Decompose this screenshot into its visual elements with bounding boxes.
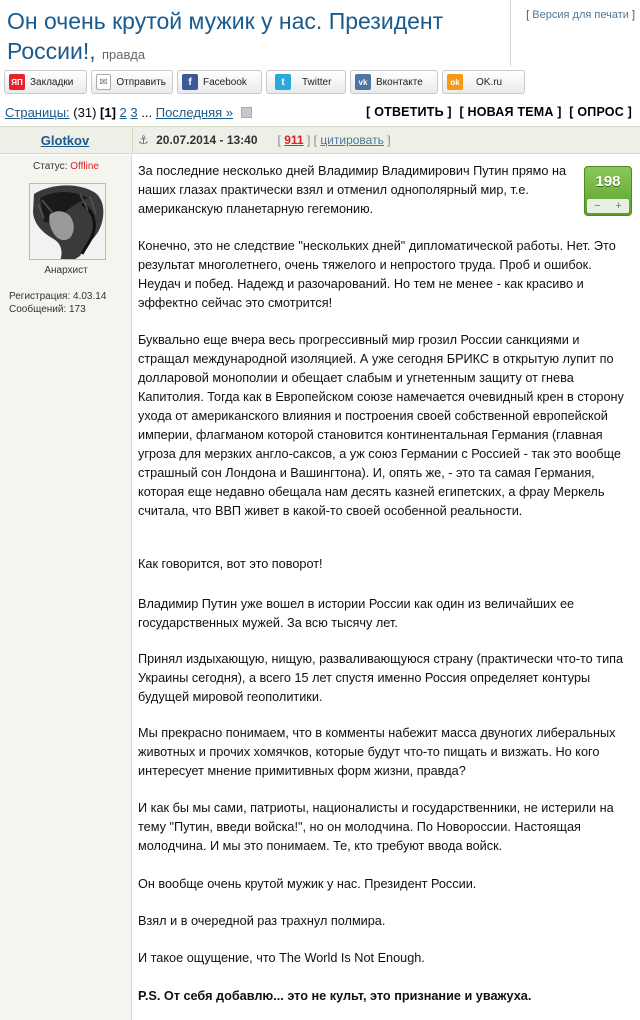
topic-title-text: Он очень крутой мужик у нас. Президент России!,: [7, 8, 444, 64]
post-paragraph: Принял издыхающую, нищую, разваливающуюся страну (практически что-то типа Украины сегодня), а всего 15 лет спустя именно Россия определяет контуры будущей мировой геополитики.: [138, 652, 624, 704]
bracket: ]: [631, 9, 635, 21]
share-toolbar: [4, 70, 525, 96]
facebook-icon: f: [182, 74, 198, 90]
post-paragraph: Он вообще очень крутой мужик у нас. Президент России.: [138, 877, 477, 891]
bracket: [: [277, 133, 281, 147]
message-count: Сообщений: 173: [9, 304, 86, 315]
post-paragraph: Буквально еще вчера весь прогрессивный мир грозил России санкциями и стращал международной изоляцией. А уже сегодня БРИКС в открытую лупит по долларовой монополии и обещает слабым и угнетенным защиту от гнева Капитолия. Тогда как в Европейском союзе намечается очевидный крен в сторону ухода от американского влияния и построения своей собственной европейской империи, флагманом которой становится континентальная Германия (главная угроза для мерзких англо-саксов, а уж союз Германии с Россией - так это вообще страшный сон Лондона и Вашингтона). И, опять же, - это та самая Германия, которая еще недавно обещала нам десять казней египетских, а фрау Меркель считала, что ВВП живет в какой-то своей особенной реальности.: [138, 333, 624, 518]
post-paragraph: Как говорится, вот это поворот!: [138, 557, 323, 571]
post-header: [0, 126, 640, 154]
post-paragraph: За последние несколько дней Владимир Владимирович Путин прямо на наших глазах практически взял и отменил однополярный мир, т.е. американскую планетарную гегемонию.: [138, 164, 567, 216]
pages-count: (31): [73, 105, 97, 120]
share-ok-button[interactable]: [442, 70, 525, 94]
share-twitter-button[interactable]: [266, 70, 346, 94]
print-version-link[interactable]: Версия для печати: [532, 9, 629, 21]
ok-icon: ok: [447, 74, 463, 90]
user-rank: Анархист: [44, 265, 88, 276]
bracket: ]: [306, 133, 311, 147]
rating-badge: [584, 166, 632, 216]
post-date: 20.07.2014 - 13:40: [156, 133, 258, 147]
anchor-icon[interactable]: ⚓: [138, 133, 149, 147]
post-paragraph: Владимир Путин уже вошел в истории России как один из величайших ее государственных мужей. За всю тысячу лет.: [138, 597, 575, 630]
last-page-link[interactable]: Последняя »: [155, 105, 234, 120]
reply-button[interactable]: [ ОТВЕТИТЬ ]: [366, 105, 452, 119]
pages-label-link[interactable]: Страницы:: [5, 105, 70, 120]
post-paragraph: И как бы мы сами, патриоты, националисты и государственники, не истерили на тему "Путин, введи войска!", но он молодчина. По Новороссии. Настоящая молодчина. И мы это понимаем. Те, кто требуют ввода войск.: [138, 801, 614, 853]
rating-value: 198: [595, 173, 621, 190]
status-value: Offline: [70, 161, 99, 172]
share-label: Отправить: [116, 76, 166, 88]
user-status: [0, 161, 132, 172]
bookmark-icon: ЯП: [9, 74, 25, 90]
bracket: [: [313, 133, 317, 147]
topic-header: [0, 0, 640, 66]
share-mail-button[interactable]: [91, 70, 173, 94]
rating-minus-button[interactable]: −: [594, 200, 601, 212]
vk-icon: vk: [355, 74, 371, 90]
topic-actions: [362, 105, 632, 119]
topic-source: правда: [102, 47, 146, 62]
page-2-link[interactable]: 2: [119, 105, 127, 120]
print-version-box: [510, 0, 640, 66]
share-facebook-button[interactable]: [177, 70, 262, 94]
post-paragraph: Мы прекрасно понимаем, что в комменты набежит масса двуногих либеральных животных и прочих хомячков, которые будут что-то пищать и визжать. Но кого интересует мнение примитивных форм жизни, правда?: [138, 726, 616, 778]
current-page: [1]: [100, 105, 116, 120]
share-label: OK.ru: [476, 76, 503, 88]
poll-button[interactable]: [ ОПРОС ]: [569, 105, 632, 119]
new-topic-button[interactable]: [ НОВАЯ ТЕМА ]: [459, 105, 562, 119]
twitter-icon: t: [275, 74, 291, 90]
post-paragraph: Взял и в очередной раз трахнул полмира.: [138, 914, 386, 928]
post-number-link[interactable]: 911: [284, 133, 304, 147]
bracket: ]: [387, 133, 391, 147]
pagination-bar: [0, 101, 640, 125]
post-meta: [138, 133, 391, 147]
bracket: [: [526, 9, 530, 21]
post-postscript: P.S. От себя добавлю... это не культ, это признание и уважуха.: [138, 989, 532, 1003]
share-bookmarks-button[interactable]: [4, 70, 87, 94]
post-paragraph: И такое ощущение, что The World Is Not Enough.: [138, 951, 425, 965]
status-label: Статус:: [33, 161, 68, 172]
page-3-link[interactable]: 3: [130, 105, 138, 120]
author-name-link[interactable]: Glotkov: [40, 133, 90, 148]
user-sidebar: [0, 155, 132, 1020]
pagination: [5, 105, 252, 120]
share-label: Закладки: [30, 76, 74, 88]
page-title: [7, 6, 507, 70]
avatar: [29, 183, 106, 260]
registration-date: Регистрация: 4.03.14: [9, 291, 107, 302]
go-to-page-icon[interactable]: [241, 107, 252, 118]
pages-ellipsis: ...: [141, 105, 153, 120]
mail-icon: ✉: [96, 74, 111, 90]
share-label: Facebook: [203, 76, 247, 88]
share-label: Вконтакте: [376, 76, 423, 88]
divider: [132, 127, 133, 154]
share-vk-button[interactable]: [350, 70, 438, 94]
share-label: Twitter: [302, 76, 332, 88]
post-paragraph: Конечно, это не следствие "нескольких дней" дипломатической работы. Нет. Это результат многолетнего, очень тяжелого и непростого труда. Проб и ошибок. Неудач и побед. Надежд и разочарований. Но тем не менее - как красиво и эффектно сейчас это смотрится!: [138, 239, 616, 310]
user-stats: [9, 290, 106, 316]
cite-link[interactable]: цитировать: [320, 133, 384, 147]
rating-controls: [587, 199, 629, 213]
rating-plus-button[interactable]: +: [615, 200, 622, 212]
avatar-image: [30, 184, 106, 260]
